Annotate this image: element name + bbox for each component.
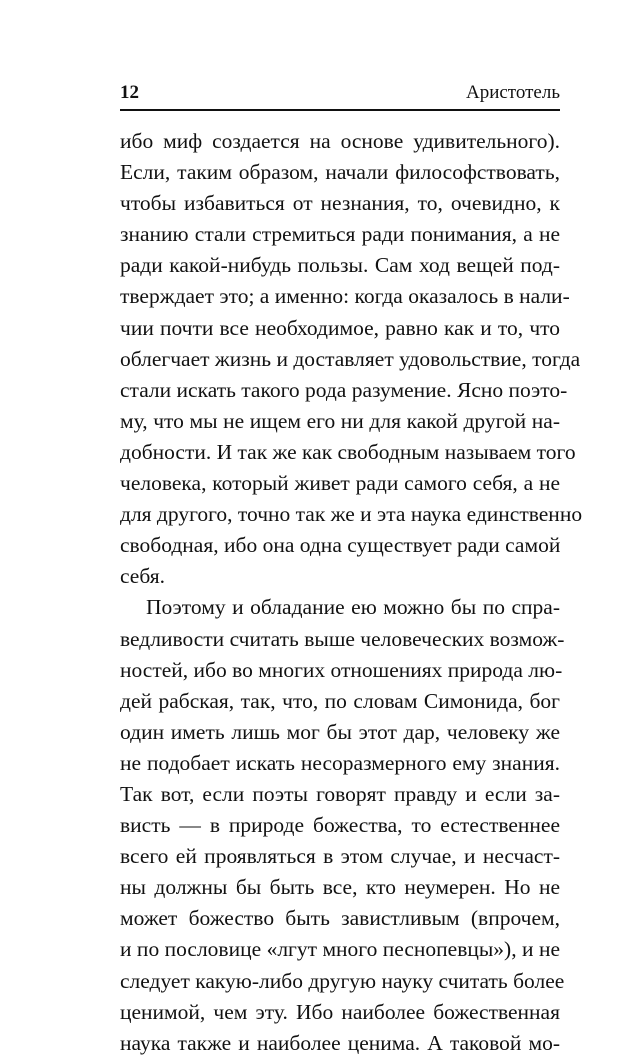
text-line: может божество быть завистливым (впрочем, [120,906,560,931]
text-line: Если, таким образом, начали философствовать, [120,160,560,185]
text-line: дей рабская, так, что, по словам Симонида, бог [120,688,560,713]
body-text [120,126,583,1059]
paragraph-first-line: Поэтому и обладание ею можно бы по спра- [146,595,560,620]
text-line: облегчает жизнь и доставляет удовольствие, тогда [120,346,581,371]
text-line: ради какой-нибудь пользы. Сам ход вещей под- [120,253,560,278]
page-number: 12 [120,82,139,103]
text-line: Так вот, если поэты говорят правду и если за- [120,781,560,806]
text-line: чии почти все необходимое, равно как и то, что [120,315,560,340]
header-rule [120,109,560,111]
text-line: чтобы избавиться от незнания, то, очевидно, к [120,191,560,216]
text-line: ведливости считать выше человеческих возмож- [120,626,565,651]
text-line: свободная, ибо она одна существует ради самой [120,533,561,558]
text-line: му, что мы не ищем его ни для какой другой на- [120,408,560,433]
running-title: Аристотель [465,82,560,103]
text-line: ны должны бы быть все, кто неумерен. Но не [120,875,560,900]
running-header [120,80,560,110]
text-line: ибо миф создается на основе удивительного). [120,129,560,153]
text-line: всего ей проявляться в этом случае, и несчаст- [120,844,560,869]
text-line: тверждает это; а именно: когда оказалось в нали- [120,284,570,309]
text-line: ценимой, чем эту. Ибо наиболее божественная [120,999,560,1024]
text-line: висть — в природе божества, то естественнее [120,813,560,838]
text-line: знанию стали стремиться ради понимания, а не [120,222,560,247]
text-line: следует какую-либо другую науку считать более [120,968,565,993]
text-line: ностей, ибо во многих отношениях природа лю- [120,657,563,682]
text-line: стали искать такого рода разумение. Ясно поэто- [120,377,568,402]
text-line: для другого, точно так же и эта наука единственно [120,502,583,527]
text-line: не подобает искать несоразмерного ему знания. [120,750,560,775]
text-line: наука также и наиболее ценима. А таковой мо- [120,1030,560,1055]
text-line: и по пословице «лгут много песнопевцы»), и не [120,937,560,962]
text-line: один иметь лишь мог бы этот дар, человеку же [120,719,560,744]
text-line: человека, который живет ради самого себя, а не [120,471,560,496]
text-line: добности. И так же как свободным называем того [120,439,576,464]
paragraph-end-line: себя. [120,564,166,589]
